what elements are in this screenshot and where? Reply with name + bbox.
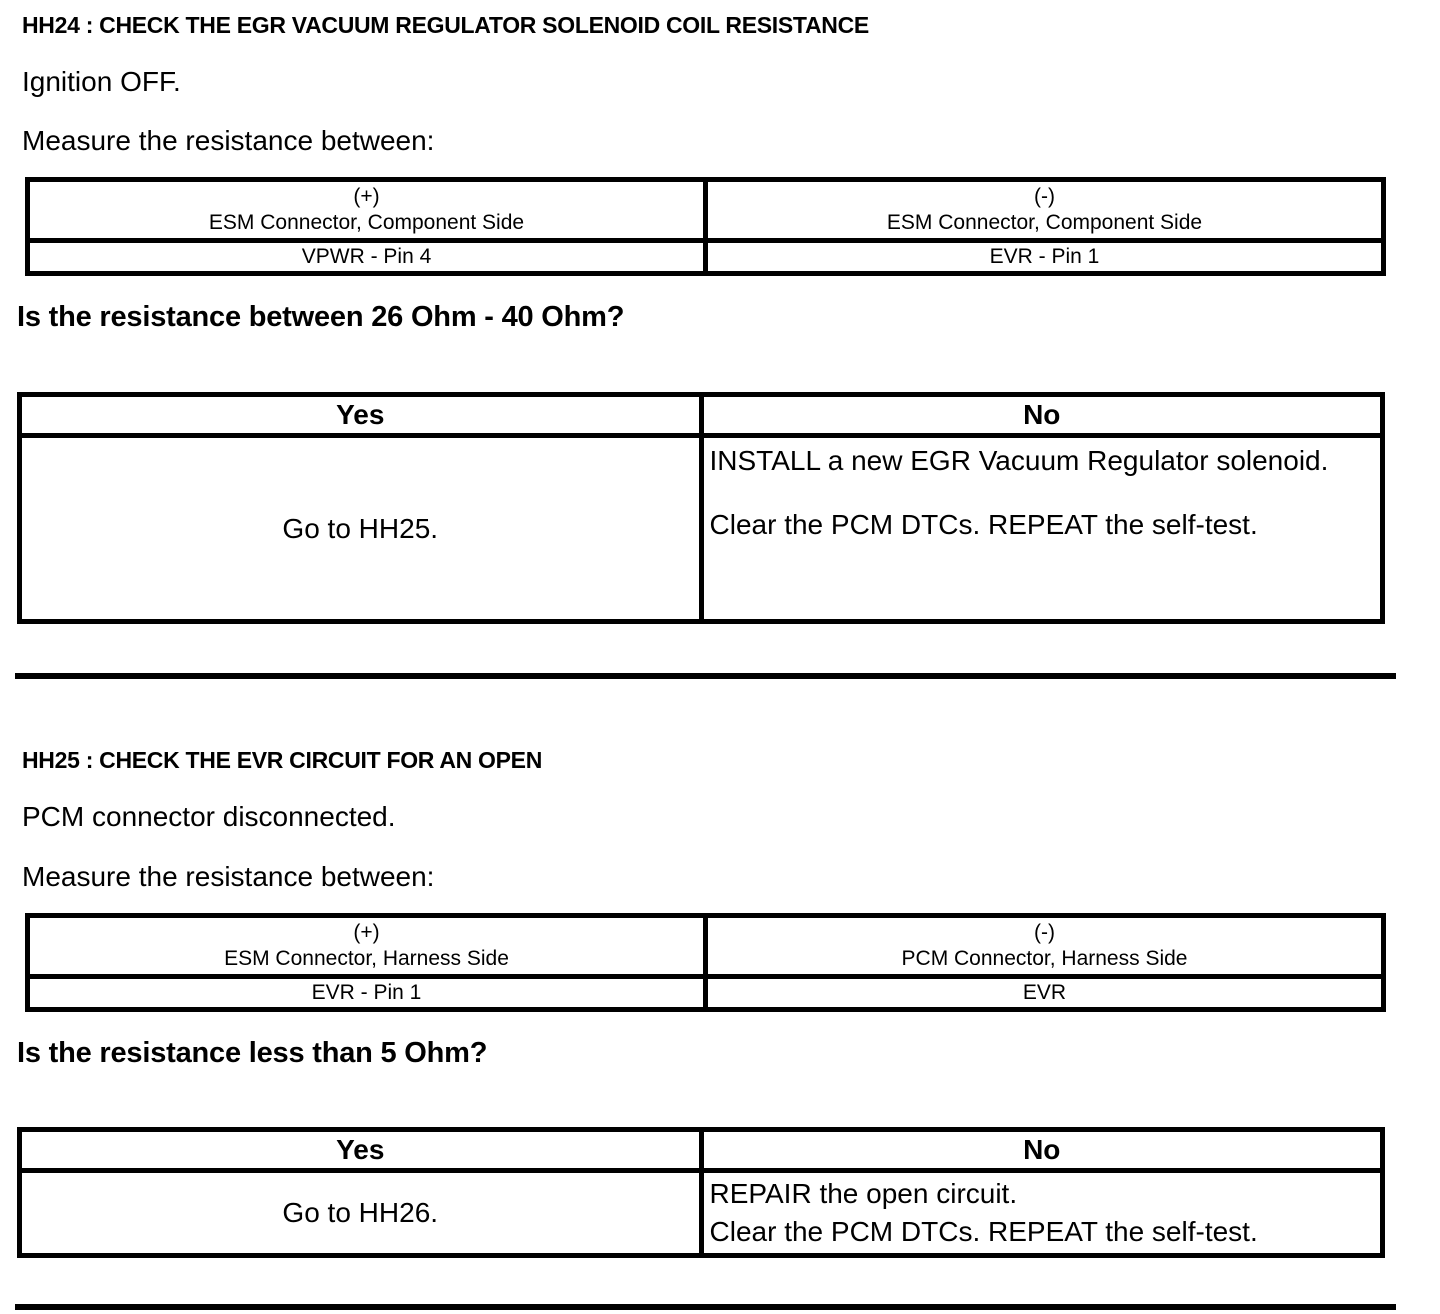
instruction-measure-resistance: Measure the resistance between: xyxy=(22,860,435,892)
no-action-cell xyxy=(701,436,1383,622)
measurement-table-hh25 xyxy=(25,913,1386,1012)
section-title-hh25: HH25 : CHECK THE EVR CIRCUIT FOR AN OPEN xyxy=(22,747,543,774)
no-action-line-2: Clear the PCM DTCs. REPEAT the self-test. xyxy=(709,1215,1258,1247)
measurement-header-negative xyxy=(706,180,1384,241)
measurement-pin-negative: EVR xyxy=(706,976,1384,1009)
no-action-cell xyxy=(701,1170,1383,1255)
no-header: No xyxy=(701,1129,1383,1170)
measurement-value-row xyxy=(28,241,1384,274)
measurement-pin-positive: EVR - Pin 1 xyxy=(28,976,706,1009)
result-table-hh25 xyxy=(17,1127,1385,1258)
yes-header: Yes xyxy=(20,1129,702,1170)
result-body-row xyxy=(20,436,1383,622)
yes-action-cell: Go to HH26. xyxy=(20,1170,702,1255)
section-divider xyxy=(15,673,1396,679)
connector-positive-label: ESM Connector, Harness Side xyxy=(224,946,509,970)
measurement-pin-positive: VPWR - Pin 4 xyxy=(28,241,706,274)
measurement-header-positive xyxy=(28,180,706,241)
result-body-row xyxy=(20,1170,1383,1255)
polarity-positive-label: (+) xyxy=(353,185,380,209)
result-table-hh24 xyxy=(17,392,1385,624)
yes-action-cell: Go to HH25. xyxy=(20,436,702,622)
section-hh25 xyxy=(0,747,1440,1257)
connector-positive-label: ESM Connector, Component Side xyxy=(208,211,525,235)
question-hh25: Is the resistance less than 5 Ohm? xyxy=(17,1036,488,1069)
measurement-table-hh24 xyxy=(25,177,1386,276)
polarity-negative-label: (-) xyxy=(1034,185,1055,209)
page-bottom-rule xyxy=(15,1304,1396,1310)
polarity-negative-label: (-) xyxy=(1034,920,1055,944)
no-action-line-2: Clear the PCM DTCs. REPEAT the self-test. xyxy=(709,509,1258,541)
measurement-header-row xyxy=(28,915,1384,976)
no-header: No xyxy=(701,395,1383,436)
instruction-ignition-off: Ignition OFF. xyxy=(22,66,181,97)
result-header-row xyxy=(20,1129,1383,1170)
polarity-positive-label: (+) xyxy=(353,920,380,944)
section-title-hh24: HH24 : CHECK THE EGR VACUUM REGULATOR SOLENOID COIL RESISTANCE xyxy=(22,12,869,38)
question-hh24: Is the resistance between 26 Ohm - 40 Ohm? xyxy=(17,301,625,334)
no-action-line-1: REPAIR the open circuit. xyxy=(709,1177,1018,1209)
instruction-pcm-disconnected: PCM connector disconnected. xyxy=(22,801,396,833)
measurement-header-positive xyxy=(28,915,706,976)
section-hh24 xyxy=(0,12,1440,624)
yes-header: Yes xyxy=(20,395,702,436)
instruction-measure-resistance: Measure the resistance between: xyxy=(22,125,435,157)
connector-negative-label: PCM Connector, Harness Side xyxy=(901,946,1188,970)
no-action-line-1: INSTALL a new EGR Vacuum Regulator solenoid. xyxy=(709,445,1329,477)
connector-negative-label: ESM Connector, Component Side xyxy=(886,211,1203,235)
measurement-value-row xyxy=(28,976,1384,1009)
measurement-header-row xyxy=(28,180,1384,241)
measurement-pin-negative: EVR - Pin 1 xyxy=(706,241,1384,274)
result-header-row xyxy=(20,395,1383,436)
measurement-header-negative xyxy=(706,915,1384,976)
